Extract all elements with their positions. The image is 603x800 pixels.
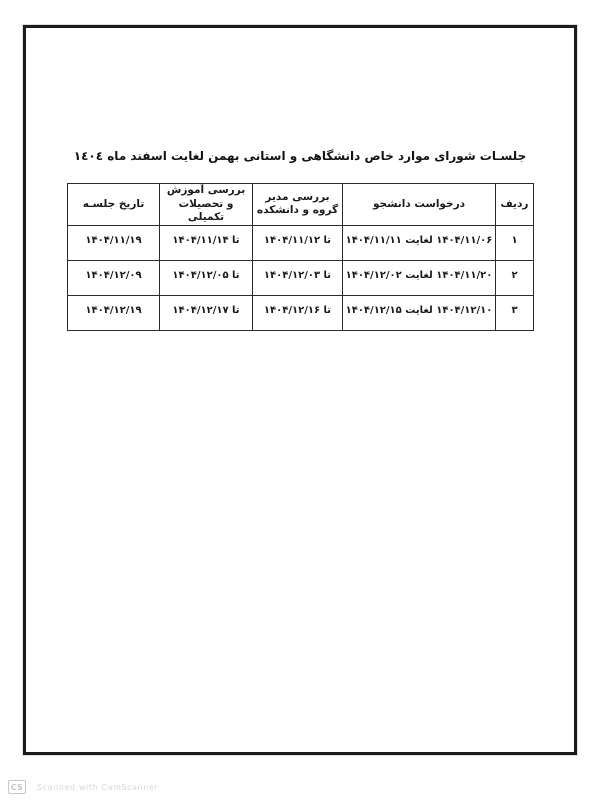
camscanner-logo-icon: CS (8, 780, 26, 794)
table-row (68, 225, 534, 260)
page-frame (23, 25, 577, 755)
header-cell-edu-review: بررسی آموزش و تحصیلات تکمیلی (160, 184, 253, 226)
schedule-table (67, 183, 534, 331)
cell-edu-review: تا ۱۴۰۴/۱۱/۱۴ (160, 225, 253, 260)
cell-dept-review: تا ۱۴۰۴/۱۲/۰۳ (253, 260, 343, 295)
cell-meeting-date: ۱۴۰۴/۱۲/۱۹ (68, 295, 160, 330)
header-cell-meeting-date: تاریخ جلسـه (68, 184, 160, 226)
cell-student-request: ۱۴۰۴/۱۲/۱۰ لغایت ۱۴۰۴/۱۲/۱۵ (343, 295, 496, 330)
cell-meeting-date: ۱۴۰۴/۱۲/۰۹ (68, 260, 160, 295)
header-cell-dept-review: بررسی مدیر گروه و دانشکده (253, 184, 343, 226)
cell-student-request: ۱۴۰۴/۱۱/۲۰ لغایت ۱۴۰۴/۱۲/۰۲ (343, 260, 496, 295)
camscanner-watermark (8, 780, 158, 794)
table-row (68, 260, 534, 295)
cell-dept-review: تا ۱۴۰۴/۱۲/۱۶ (253, 295, 343, 330)
cell-edu-review: تا ۱۴۰۴/۱۲/۰۵ (160, 260, 253, 295)
cell-dept-review: تا ۱۴۰۴/۱۱/۱۲ (253, 225, 343, 260)
table-header-row (68, 184, 534, 226)
document-title: جلسـات شورای موارد خاص دانشگاهی و استانی بهمن لغایت اسفند ماه ١٤٠٤ (73, 149, 527, 163)
cell-row-number: ۳ (496, 295, 534, 330)
cell-row-number: ۱ (496, 225, 534, 260)
header-cell-row-number: ردیف (496, 184, 534, 226)
table-row (68, 295, 534, 330)
cell-student-request: ۱۴۰۴/۱۱/۰۶ لغایت ۱۴۰۴/۱۱/۱۱ (343, 225, 496, 260)
cell-row-number: ۲ (496, 260, 534, 295)
header-cell-student-request: درخواست دانشجو (343, 184, 496, 226)
cell-edu-review: تا ۱۴۰۴/۱۲/۱۷ (160, 295, 253, 330)
watermark-text: Scanned with CamScanner (37, 782, 159, 792)
cell-meeting-date: ۱۴۰۴/۱۱/۱۹ (68, 225, 160, 260)
